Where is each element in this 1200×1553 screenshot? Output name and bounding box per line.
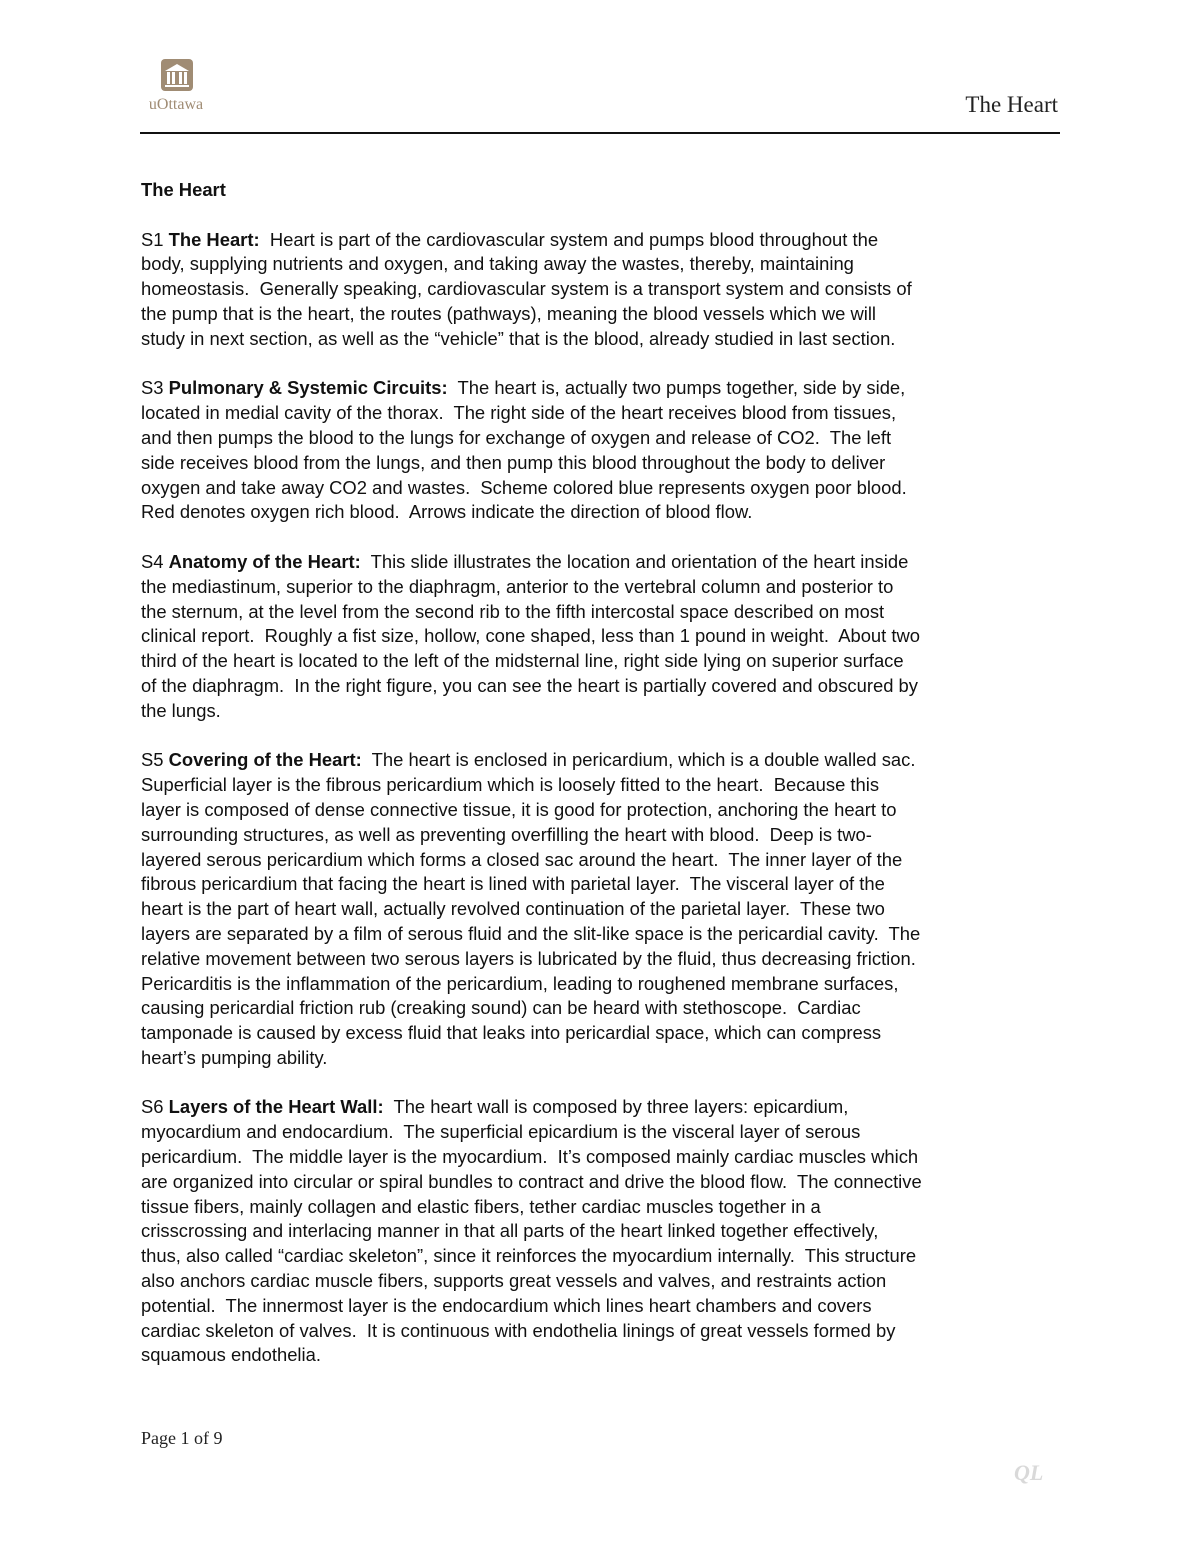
section-text-line: thus, also called “cardiac skeleton”, since it reinforces the myocardium internally. This structure bbox=[141, 1245, 917, 1267]
section-text-line: heart is the part of heart wall, actually revolved continuation of the parietal layer. These two bbox=[141, 898, 885, 920]
section-text-line: third of the heart is located to the left of the midsternal line, right side lying on superior surface bbox=[141, 650, 904, 672]
section-s4 bbox=[141, 550, 1061, 724]
section-text-line: heart’s pumping ability. bbox=[141, 1046, 328, 1068]
section-heading: The Heart: bbox=[168, 228, 260, 250]
section-text-line: Superficial layer is the fibrous pericardium which is loosely fitted to the heart. Because this bbox=[141, 774, 880, 796]
section-text-line: of the diaphragm. In the right figure, you can see the heart is partially covered and obscured by bbox=[141, 674, 918, 696]
section-text-line: tissue fibers, mainly collagen and elastic fibers, tether cardiac muscles together in a bbox=[141, 1195, 821, 1217]
section-first-line bbox=[141, 376, 1061, 401]
section-s3 bbox=[141, 376, 1061, 525]
section-heading: Covering of the Heart: bbox=[168, 749, 362, 771]
document-title: The Heart bbox=[141, 179, 226, 200]
section-text-line: fibrous pericardium that facing the heart is lined with parietal layer. The visceral layer of the bbox=[141, 873, 885, 895]
section-text-line: side receives blood from the lungs, and then pump this blood throughout the body to deliver bbox=[141, 451, 886, 473]
section-text-line: squamous endothelia. bbox=[141, 1344, 321, 1366]
section-text-line: surrounding structures, as well as preventing overfilling the heart with blood. Deep is two- bbox=[141, 823, 872, 845]
section-code: S6 bbox=[141, 1096, 164, 1118]
section-text-line: tamponade is caused by excess fluid that leaks into pericardial space, which can compress bbox=[141, 1022, 882, 1044]
section-text-line: Heart is part of the cardiovascular system and pumps blood throughout the bbox=[269, 228, 879, 250]
section-text-line: The heart wall is composed by three layers: epicardium, bbox=[393, 1096, 849, 1118]
section-text-line: layer is composed of dense connective tissue, it is good for protection, anchoring the heart to bbox=[141, 798, 897, 820]
section-heading: Anatomy of the Heart: bbox=[168, 550, 361, 572]
section-text-line: the sternum, at the level from the second rib to the fifth intercostal space described on most bbox=[141, 600, 885, 622]
header-rule bbox=[140, 132, 1060, 134]
document-body bbox=[141, 178, 1061, 1393]
section-first-line bbox=[141, 1095, 1061, 1120]
section-text-line: Red denotes oxygen rich blood. Arrows indicate the direction of blood flow. bbox=[141, 501, 753, 523]
sections-container bbox=[141, 228, 1061, 1369]
section-text-line: located in medial cavity of the thorax. The right side of the heart receives blood from tissues, bbox=[141, 402, 897, 424]
section-text-line: myocardium and endocardium. The superficial epicardium is the visceral layer of serous bbox=[141, 1121, 861, 1143]
section-text-line: The heart is enclosed in pericardium, which is a double walled sac. bbox=[371, 749, 916, 771]
section-text-line: The heart is, actually two pumps together, side by side, bbox=[457, 377, 906, 399]
section-code: S1 bbox=[141, 228, 164, 250]
section-text-line: relative movement between two serous layers is lubricated by the fluid, thus decreasing friction. bbox=[141, 947, 916, 969]
section-s1 bbox=[141, 228, 1061, 352]
section-text-line: oxygen and take away CO2 and wastes. Scheme colored blue represents oxygen poor blood. bbox=[141, 476, 907, 498]
section-text-line: are organized into circular or spiral bundles to contract and drive the blood flow. The connective bbox=[141, 1170, 922, 1192]
section-s6 bbox=[141, 1095, 1061, 1368]
section-text-line: This slide illustrates the location and orientation of the heart inside bbox=[370, 550, 909, 572]
building-icon bbox=[160, 58, 194, 92]
section-text-line: layered serous pericardium which forms a closed sac around the heart. The inner layer of the bbox=[141, 848, 903, 870]
section-text-line: homeostasis. Generally speaking, cardiovascular system is a transport system and consists of bbox=[141, 278, 912, 300]
section-code: S3 bbox=[141, 377, 164, 399]
logo-text: uOttawa bbox=[148, 96, 204, 113]
section-text-line: study in next section, as well as the “vehicle” that is the blood, already studied in last section. bbox=[141, 327, 896, 349]
section-text-line: cardiac skeleton of valves. It is continuous with endothelia linings of great vessels formed by bbox=[141, 1319, 896, 1341]
section-text-line: pericardium. The middle layer is the myocardium. It’s composed mainly cardiac muscles which bbox=[141, 1146, 919, 1168]
section-s5 bbox=[141, 748, 1061, 1070]
svg-text:QL: QL bbox=[1014, 1460, 1044, 1485]
section-first-line bbox=[141, 748, 1061, 773]
section-text-line: also anchors cardiac muscle fibers, supports great vessels and valves, and restraints action bbox=[141, 1270, 887, 1292]
section-heading: Layers of the Heart Wall: bbox=[168, 1096, 384, 1118]
section-heading: Pulmonary & Systemic Circuits: bbox=[168, 377, 448, 399]
watermark-icon bbox=[1012, 1458, 1046, 1488]
section-text-line: potential. The innermost layer is the endocardium which lines heart chambers and covers bbox=[141, 1294, 872, 1316]
section-code: S5 bbox=[141, 749, 164, 771]
section-text-line: layers are separated by a film of serous fluid and the slit-like space is the pericardial cavity. The bbox=[141, 922, 921, 944]
section-text-line: Pericarditis is the inflammation of the pericardium, leading to roughened membrane surfaces, bbox=[141, 972, 899, 994]
section-text-line: clinical report. Roughly a fist size, hollow, cone shaped, less than 1 pound in weight. About two bbox=[141, 625, 920, 647]
section-first-line bbox=[141, 550, 1061, 575]
running-header-title: The Heart bbox=[965, 92, 1058, 117]
section-text-line: causing pericardial friction rub (creaking sound) can be heard with stethoscope. Cardiac bbox=[141, 997, 861, 1019]
section-text-line: crisscrossing and interlacing manner in that all parts of the heart linked together effectively, bbox=[141, 1220, 879, 1242]
section-text-line: the mediastinum, superior to the diaphragm, anterior to the vertebral column and posterior to bbox=[141, 575, 894, 597]
section-text-line: and then pumps the blood to the lungs for exchange of oxygen and release of CO2. The left bbox=[141, 426, 892, 448]
section-text-line: body, supplying nutrients and oxygen, and taking away the wastes, thereby, maintaining bbox=[141, 253, 854, 275]
section-code: S4 bbox=[141, 550, 164, 572]
page-number: Page 1 of 9 bbox=[141, 1428, 223, 1448]
section-text-line: the lungs. bbox=[141, 699, 221, 721]
section-first-line bbox=[141, 228, 1061, 253]
section-text-line: the pump that is the heart, the routes (pathways), meaning the blood vessels which we will bbox=[141, 302, 876, 324]
uottawa-logo bbox=[140, 58, 212, 118]
